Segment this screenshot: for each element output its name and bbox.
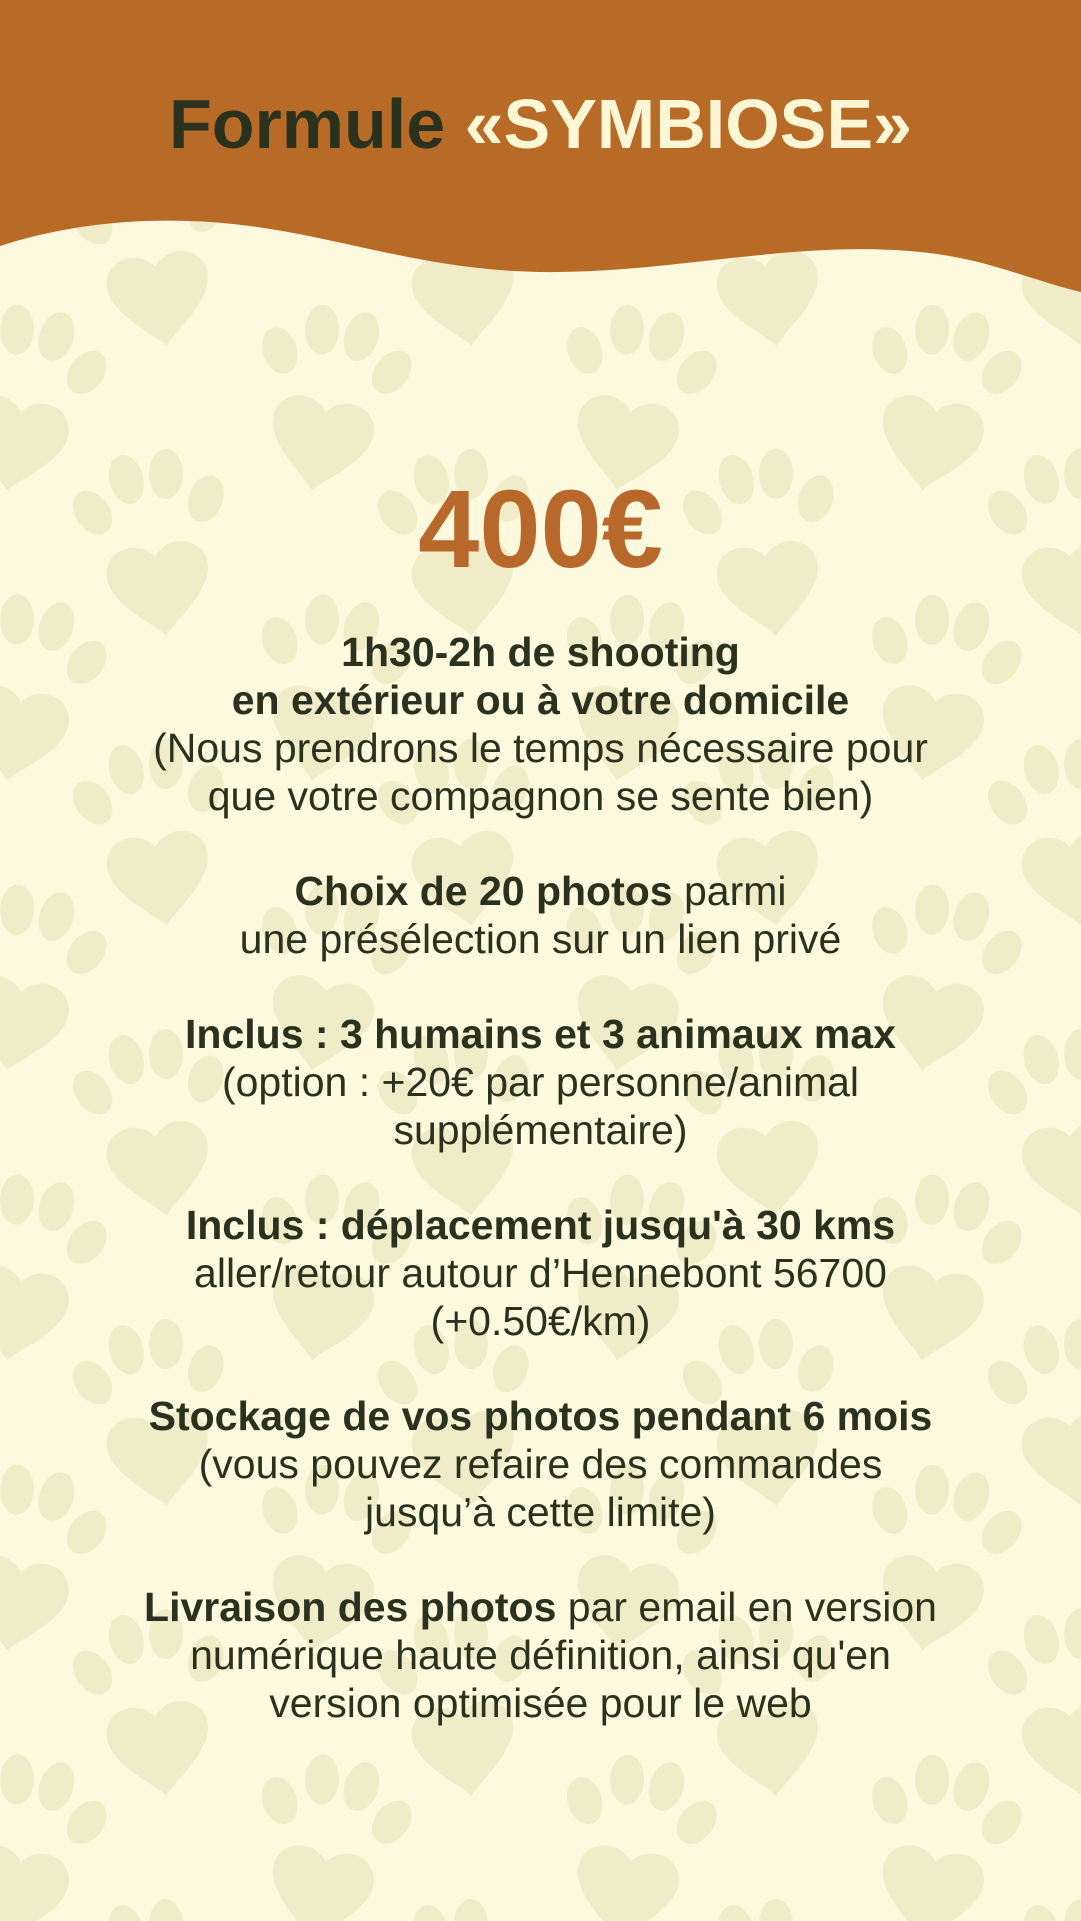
feature-people (60, 1010, 1021, 1154)
page-title (0, 82, 1081, 166)
title-prefix: Formule (169, 85, 465, 163)
delivery-note-2: version optimisée pour le web (269, 1680, 812, 1726)
people-option-2: supplémentaire) (393, 1107, 688, 1153)
photos-preselection: une présélection sur un lien privé (239, 916, 842, 962)
storage-note-2: jusqu’à cette limite) (365, 1489, 716, 1535)
feature-delivery (60, 1583, 1021, 1727)
feature-storage (60, 1392, 1021, 1536)
delivery-title-rest: par email en version (556, 1584, 937, 1630)
features-list (60, 628, 1021, 1774)
shooting-duration: 1h30-2h de shooting (341, 629, 740, 675)
travel-area: aller/retour autour d’Hennebont 56700 (194, 1250, 887, 1296)
people-option-1: (option : +20€ par personne/animal (221, 1059, 860, 1105)
paw-print-icon (974, 1889, 1081, 1921)
delivery-note-1: numérique haute définition, ainsi qu'en (190, 1632, 891, 1678)
storage-duration: Stockage de vos photos pendant 6 mois (148, 1393, 933, 1439)
feature-travel (60, 1201, 1021, 1345)
delivery-title: Livraison des photos (144, 1584, 557, 1630)
storage-note-1: (vous pouvez refaire des commandes (198, 1441, 883, 1487)
paw-print-icon (59, 1889, 250, 1921)
price: 400€ (418, 468, 663, 591)
photos-choice: Choix de 20 photos (294, 868, 673, 914)
feature-shooting (60, 628, 1021, 820)
photos-choice-rest: parmi (672, 868, 787, 914)
paw-print-icon (364, 1889, 555, 1921)
travel-included: Inclus : déplacement jusqu'à 30 kms (185, 1202, 896, 1248)
title-formula-name: «SYMBIOSE» (464, 85, 912, 163)
people-included: Inclus : 3 humains et 3 animaux max (185, 1011, 896, 1057)
shooting-location: en extérieur ou à votre domicile (231, 677, 850, 723)
shooting-note-1: (Nous prendrons le temps nécessaire pour (153, 725, 928, 771)
shooting-note-2: que votre compagnon se sente bien) (207, 773, 874, 819)
feature-photos (60, 867, 1021, 963)
paw-print-icon (669, 1889, 860, 1921)
travel-extra-fee: (+0.50€/km) (430, 1298, 651, 1344)
